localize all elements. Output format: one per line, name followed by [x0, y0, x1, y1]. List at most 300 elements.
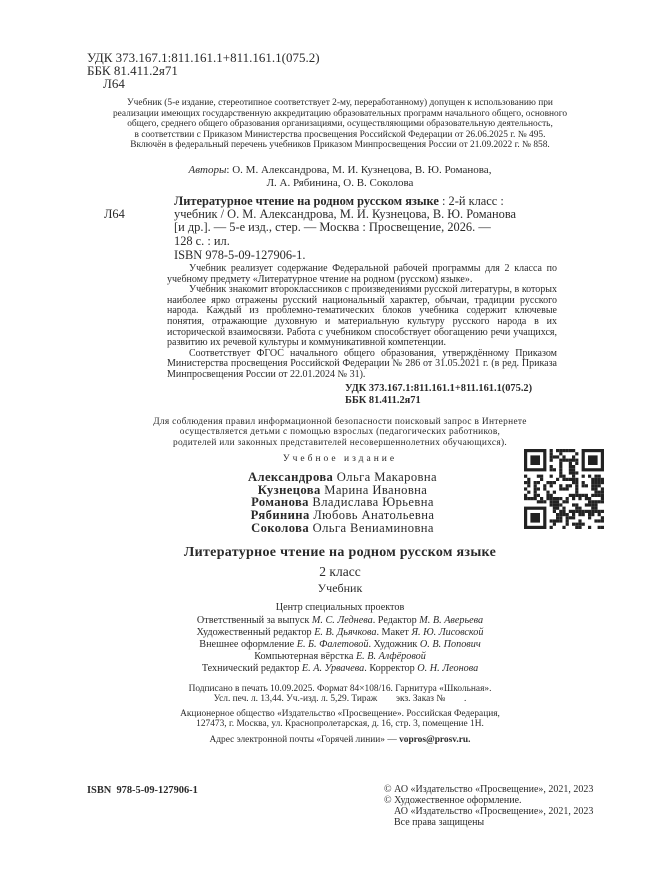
qr-module: [591, 481, 594, 484]
qr-module: [556, 516, 559, 519]
publisher-line: 127473, г. Москва, ул. Краснопролетарская, д. 16, стр. 3, помещение 1Н.: [196, 719, 484, 730]
qr-module: [540, 478, 543, 481]
classification: [345, 383, 650, 408]
text-segment: М. С. Леднева: [311, 614, 373, 626]
abstract-paragraph: Учебник реализует содержание Федеральной рабочей программы для 2 класса по учебному предмету «Литературное чтение на родном (русском) языке».: [167, 262, 557, 285]
credits: [60, 602, 620, 675]
qr-module: [556, 507, 559, 510]
qr-module: [588, 504, 591, 507]
publisher-info: [60, 709, 620, 730]
qr-module: [601, 497, 604, 500]
qr-module: [566, 516, 569, 519]
qr-module: [540, 500, 543, 503]
qr-module: [572, 516, 575, 519]
qr-module: [550, 456, 553, 459]
text-segment: Адрес электронной почты «Горячей линии» —: [209, 734, 400, 745]
classif-bbk: ББК 81.411.2я71: [345, 395, 421, 407]
qr-module: [598, 481, 601, 484]
qr-module: [598, 526, 601, 529]
copyright-line: © АО «Издательство «Просвещение», 2021, 2023: [384, 784, 594, 796]
biblio-title-rest: : 2-й класс :: [438, 193, 504, 208]
authors-line: О. М. Александрова, М. И. Кузнецова, В. Ю. Романова,: [232, 163, 492, 176]
qr-module: [566, 488, 569, 491]
qr-module: [550, 459, 553, 462]
qr-module: [534, 497, 537, 500]
qr-module: [546, 491, 549, 494]
qr-module: [569, 459, 572, 462]
qr-module: [559, 468, 562, 471]
qr-module: [569, 510, 572, 513]
qr-module: [585, 484, 588, 487]
qr-module: [556, 500, 559, 503]
qr-module: [553, 520, 556, 523]
qr-module: [569, 478, 572, 481]
qr-module: [594, 504, 597, 507]
qr-module: [553, 456, 556, 459]
qr-module: [534, 494, 537, 497]
qr-module: [553, 510, 556, 513]
names-section: [0, 454, 650, 539]
qr-module: [572, 472, 575, 475]
qr-module: [578, 497, 581, 500]
print-info: [60, 684, 620, 705]
qr-module: [527, 491, 530, 494]
qr-module: [559, 488, 562, 491]
qr-module: [585, 510, 588, 513]
qr-module: [569, 468, 572, 471]
qr-module: [578, 520, 581, 523]
qr-module: [553, 491, 556, 494]
qr-module: [559, 475, 562, 478]
qr-module: [591, 494, 594, 497]
qr-module: [530, 456, 540, 466]
qr-module: [562, 459, 565, 462]
authors-line: Л. А. Рябинина, О. В. Соколова: [266, 176, 414, 189]
qr-module: [537, 475, 540, 478]
biblio-line: 128 с. : ил.: [174, 233, 230, 248]
qr-module: [601, 500, 604, 503]
book-kind: Учебник: [317, 581, 363, 596]
qr-module: [588, 475, 591, 478]
approval-line: общего, среднего общего образования организациями, осуществляющими образовательную деятельность,: [127, 119, 553, 130]
author-code: Л64: [103, 76, 125, 91]
text-segment: Ольга Макаровна: [336, 470, 437, 485]
biblio-description: [174, 208, 516, 248]
qr-module: [575, 484, 578, 487]
qr-module: [598, 478, 601, 481]
qr-module: [594, 478, 597, 481]
qr-module: [575, 478, 578, 481]
qr-module: [594, 484, 597, 487]
qr-module: [553, 523, 556, 526]
qr-module: [598, 475, 601, 478]
credit-line: [60, 651, 620, 663]
qr-module: [572, 523, 575, 526]
qr-module: [591, 500, 594, 503]
qr-module: [556, 520, 559, 523]
qr-module: [559, 459, 562, 462]
qr-module: [527, 497, 530, 500]
qr-module: [559, 497, 562, 500]
qr-module: [559, 452, 562, 455]
approval-line: Учебник (5-е издание, стереотипное соответствует 2-му, переработанному) допущен к использованию при: [127, 98, 553, 108]
qr-module: [537, 500, 540, 503]
book-grade: 2 класс: [319, 564, 361, 580]
qr-module: [562, 475, 565, 478]
credit-line: [60, 663, 620, 675]
qr-module: [591, 510, 594, 513]
qr-module: [550, 497, 553, 500]
safety-line: Для соблюдения правил информационной безопасности поисковый запрос в Интернете: [153, 416, 527, 427]
footer-isbn: ISBN 978-5-09-127906-1: [87, 785, 198, 797]
qr-module: [591, 484, 594, 487]
qr-module: [572, 494, 575, 497]
qr-module: [534, 491, 537, 494]
text-segment: Е. Б. Фалетовой: [296, 638, 369, 650]
qr-module: [572, 513, 575, 516]
safety-notice: [60, 417, 620, 449]
qr-module: [601, 526, 604, 529]
qr-module: [534, 488, 537, 491]
qr-module: [575, 452, 578, 455]
text-segment: Ольга Вениаминовна: [312, 520, 434, 535]
qr-module: [566, 459, 569, 462]
qr-module: [575, 472, 578, 475]
qr-module: [572, 465, 575, 468]
text-segment: О. В. Попович: [419, 638, 481, 650]
qr-module: [562, 456, 565, 459]
qr-module: [546, 494, 549, 497]
qr-module: [598, 494, 601, 497]
qr-module: [566, 449, 569, 452]
text-segment: Е. А. Урвачева: [301, 663, 365, 675]
qr-module: [524, 475, 527, 478]
copyright-line: АО «Издательство «Просвещение», 2021, 2023: [394, 806, 594, 818]
qr-module: [550, 452, 553, 455]
qr-module: [543, 484, 546, 487]
text-segment: М. В. Аверьева: [419, 614, 484, 626]
qr-module: [566, 478, 569, 481]
credit-line: [60, 627, 620, 639]
qr-module: [534, 484, 537, 487]
qr-module: [569, 449, 572, 452]
qr-module: [601, 478, 604, 481]
text-segment: Соколова: [251, 520, 310, 535]
qr-module: [559, 513, 562, 516]
text-segment: . Редактор: [372, 614, 420, 626]
qr-module: [550, 500, 553, 503]
text-segment: Я. Ю. Лисовской: [411, 626, 484, 638]
text-segment: Марина Ивановна: [324, 482, 428, 497]
qr-module: [537, 494, 540, 497]
text-segment: Внешнее оформление: [199, 638, 297, 650]
qr-module: [582, 494, 585, 497]
qr-module: [598, 520, 601, 523]
qr-module: [578, 510, 581, 513]
qr-module: [591, 507, 594, 510]
qr-module: [546, 497, 549, 500]
qr-module: [569, 484, 572, 487]
qr-module: [559, 516, 562, 519]
qr-module: [575, 494, 578, 497]
biblio: [104, 195, 650, 262]
qr-module: [524, 488, 527, 491]
qr-module: [572, 449, 575, 452]
qr-module: [591, 488, 594, 491]
qr-module: [559, 462, 562, 465]
qr-module: [559, 520, 562, 523]
text-segment: Александрова: [247, 470, 334, 485]
abstract-paragraph: Соответствует ФГОС начального общего образования, утверждённому Приказом Министерства просвещения Российской Федерации № 286 от 31.05.2021 г. (в ред. Приказа Минпросвещения России от 22.01.2024 № 31).: [167, 347, 557, 380]
qr-module: [566, 523, 569, 526]
qr-module: [572, 468, 575, 471]
qr-module: [594, 507, 597, 510]
qr-module: [559, 472, 562, 475]
qr-module: [594, 494, 597, 497]
qr-module: [575, 481, 578, 484]
qr-module: [601, 520, 604, 523]
text-segment: Рябинина: [250, 508, 310, 523]
edition-type: Учебное издание: [282, 454, 398, 465]
qr-module: [572, 481, 575, 484]
qr-module: [575, 462, 578, 465]
qr-module: [598, 484, 601, 487]
approval-line: Включён в федеральный перечень учебников Приказом Минпросвещения России от 21.09.2022 г. № 858.: [130, 140, 550, 151]
copyright: [384, 785, 593, 828]
qr-module: [575, 459, 578, 462]
qr-module: [550, 468, 553, 471]
qr-module: [524, 494, 527, 497]
qr-module: [572, 475, 575, 478]
qr-module: [562, 507, 565, 510]
safety-line: родителей или законных представителей несовершеннолетних обучающихся).: [172, 437, 508, 448]
qr-module: [537, 481, 540, 484]
text-segment: . Корректор: [364, 663, 418, 675]
qr-module: [566, 497, 569, 500]
qr-module: [559, 484, 562, 487]
credit-line: [60, 615, 620, 627]
approval-line: реализации имеющих государственную аккредитацию образовательных программ начального общего, основного: [112, 108, 568, 119]
qr-module: [575, 491, 578, 494]
qr-module: [566, 520, 569, 523]
udk: УДК 373.167.1:811.161.1+811.161.1(075.2): [87, 50, 320, 65]
qr-module: [550, 481, 553, 484]
qr-module: [562, 449, 565, 452]
qr-module: [594, 520, 597, 523]
text-segment: Кузнецова: [257, 482, 321, 497]
biblio-line: [и др.]. — 5-е изд., стер. — Москва : Просвещение, 2026. —: [174, 220, 491, 235]
qr-module: [582, 484, 585, 487]
qr-module: [527, 484, 530, 487]
credits-center: Центр специальных проектов: [275, 602, 405, 614]
qr-module: [585, 504, 588, 507]
qr-module: [527, 478, 530, 481]
qr-module: [588, 526, 591, 529]
abstract-paragraph: Учебник знакомит второклассников с произведениями русской литературы, в которых наиболее ярко отражены русский национальный характер, обычаи, традиции русского народа. Каждый из проблемно-тематических блоков учебника содержит ключевые понятия, отражающие духовную и материальную культуру русского народа в их исторической взаимосвязи. Работа с учебником способствует обогащению речи учащихся, развитию их речевой культуры и коммуникативной компетенции.: [167, 284, 557, 349]
qr-module: [572, 504, 575, 507]
qr-module: [559, 504, 562, 507]
text-segment: Компьютерная вёрстка: [254, 651, 356, 663]
qr-module: [588, 500, 591, 503]
print-line: Усл. печ. л. 13,44. Уч.-изд. л. 5,29. Тираж экз. Заказ № .: [213, 694, 467, 705]
biblio-code: Л64: [104, 207, 125, 222]
text-segment: Романова: [251, 495, 309, 510]
safety-line: осуществляется детьми с помощью взрослых (педагогических работников,: [179, 427, 501, 438]
book-title: Литературное чтение на родном русском языке: [183, 545, 497, 561]
qr-module: [550, 449, 553, 452]
qr-module: [550, 484, 553, 487]
qr-module: [572, 510, 575, 513]
qr-module: [575, 507, 578, 510]
print-line: Подписано в печать 10.09.2025. Формат 84×108/16. Гарнитура «Школьная».: [188, 683, 492, 694]
qr-module: [594, 488, 597, 491]
qr-module: [550, 475, 553, 478]
qr-module: [524, 481, 527, 484]
qr-code: [524, 449, 604, 529]
full-names: [190, 471, 495, 534]
text-segment: Владислава Юрьевна: [312, 495, 434, 510]
qr-module: [562, 526, 565, 529]
qr-module: [572, 497, 575, 500]
qr-module: [546, 481, 549, 484]
qr-module: [601, 488, 604, 491]
qr-module: [601, 494, 604, 497]
approval-text: [60, 98, 620, 151]
qr-module: [569, 516, 572, 519]
authors-label: Авторы: [188, 163, 227, 176]
qr-module: [569, 462, 572, 465]
qr-module: [598, 491, 601, 494]
qr-module: [534, 481, 537, 484]
qr-module: [566, 513, 569, 516]
qr-module: [556, 497, 559, 500]
qr-module: [550, 504, 553, 507]
qr-module: [578, 523, 581, 526]
qr-module: [601, 491, 604, 494]
qr-module: [575, 504, 578, 507]
biblio-title: Литературное чтение на родном русском языке: [174, 193, 439, 208]
hotline-email[interactable]: vopros@prosv.ru.: [399, 734, 471, 745]
publisher-line: Акционерное общество «Издательство «Просвещение». Российская Федерация,: [180, 708, 500, 719]
qr-module: [575, 523, 578, 526]
qr-module: [591, 513, 594, 516]
qr-module: [540, 497, 543, 500]
qr-module: [543, 500, 546, 503]
qr-module: [598, 500, 601, 503]
text-segment: Ответственный за выпуск: [196, 614, 312, 626]
qr-module: [598, 510, 601, 513]
bbk: ББК 81.411.2я71: [87, 63, 178, 78]
qr-module: [556, 449, 559, 452]
qr-module: [591, 504, 594, 507]
text-segment: Художественный редактор: [196, 626, 315, 638]
qr-module: [553, 468, 556, 471]
qr-module: [559, 510, 562, 513]
qr-module: [553, 500, 556, 503]
qr-module: [553, 481, 556, 484]
copyright-line: © Художественное оформление.: [384, 795, 522, 807]
qr-module: [527, 481, 530, 484]
qr-module: [566, 484, 569, 487]
qr-module: [556, 478, 559, 481]
qr-module: [530, 497, 533, 500]
qr-module: [556, 504, 559, 507]
qr-module: [575, 488, 578, 491]
qr-module: [588, 497, 591, 500]
text-segment: О. Н. Леонова: [417, 663, 479, 675]
qr-module: [588, 456, 598, 466]
text-segment: . Художник: [368, 638, 420, 650]
header-codes: [87, 51, 650, 90]
qr-module: [556, 456, 559, 459]
qr-module: [556, 513, 559, 516]
qr-module: [543, 488, 546, 491]
qr-module: [553, 507, 556, 510]
hotline: [60, 735, 620, 746]
qr-module: [582, 513, 585, 516]
qr-module: [594, 510, 597, 513]
text-segment: Любовь Анатольевна: [313, 508, 435, 523]
full-name: [190, 522, 495, 535]
qr-module: [553, 497, 556, 500]
classif-udk: УДК 373.167.1:811.161.1+811.161.1(075.2): [345, 382, 533, 394]
qr-module: [594, 500, 597, 503]
biblio-line: учебник / О. М. Александрова, М. И. Кузнецова, В. Ю. Романова: [174, 207, 517, 222]
qr-module: [594, 491, 597, 494]
qr-module: [562, 513, 565, 516]
qr-module: [530, 513, 540, 523]
qr-module: [601, 481, 604, 484]
qr-module: [588, 516, 591, 519]
footer: [0, 785, 650, 835]
qr-module: [582, 481, 585, 484]
qr-module: [562, 488, 565, 491]
qr-module: [524, 497, 527, 500]
qr-module: [582, 475, 585, 478]
credit-line: [60, 639, 620, 651]
qr-module: [537, 488, 540, 491]
text-segment: Технический редактор: [201, 663, 302, 675]
qr-module: [562, 500, 565, 503]
qr-module: [553, 504, 556, 507]
qr-module: [569, 465, 572, 468]
authors: Авторы: О. М. Александрова, М. И. Кузнецова, В. Ю. Романова, Л. А. Рябинина, О. В. Соколова: [60, 164, 620, 190]
qr-module: [588, 510, 591, 513]
qr-module: [582, 523, 585, 526]
qr-module: [598, 513, 601, 516]
approval-line: в соответствии с Приказом Министерства просвещения Российской Федерации от 26.06.2025 г. № 495.: [134, 129, 546, 140]
qr-module: [585, 497, 588, 500]
qr-module: [578, 513, 581, 516]
qr-module: [550, 465, 553, 468]
qr-module: [550, 526, 553, 529]
copyright-line: Все права защищены: [394, 816, 485, 828]
qr-module: [569, 494, 572, 497]
qr-module: [578, 526, 581, 529]
qr-module: [601, 516, 604, 519]
text-segment: Е. В. Дьячкова: [314, 626, 377, 638]
qr-module: [585, 494, 588, 497]
qr-module: [588, 513, 591, 516]
abstract: [167, 264, 557, 381]
text-segment: . Макет: [376, 626, 412, 638]
qr-module: [566, 500, 569, 503]
qr-module: [594, 475, 597, 478]
qr-module: [578, 507, 581, 510]
qr-module: [572, 456, 575, 459]
qr-module: [559, 449, 562, 452]
qr-module: [559, 465, 562, 468]
